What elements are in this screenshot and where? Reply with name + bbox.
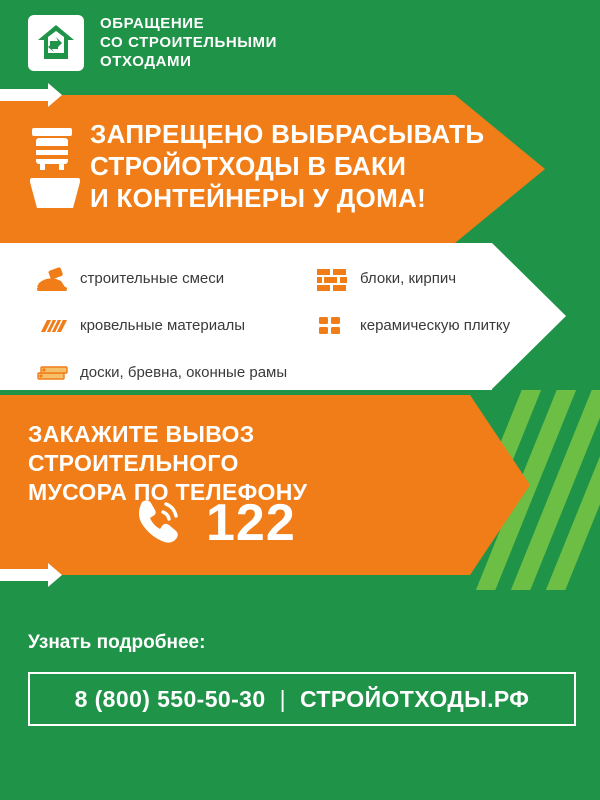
list-item-label: кровельные материалы — [80, 317, 245, 334]
order-banner-arrow — [470, 395, 530, 575]
ban-text-line-3: И КОНТЕЙНЕРЫ У ДОМА! — [90, 183, 427, 213]
list-item-label: керамическую плитку — [360, 317, 511, 334]
contact-text — [75, 686, 530, 713]
ban-icons — [28, 118, 90, 223]
cement-mix-icon — [30, 265, 74, 293]
more-info-label: Узнать подробнее: — [28, 632, 206, 653]
list-item-label: строительные смеси — [80, 270, 225, 287]
header — [0, 0, 277, 71]
items-row-1 — [30, 255, 550, 302]
header-title-line-3: ОТХОДАМИ — [100, 53, 192, 70]
ban-text-line-2: СТРОЙОТХОДЫ В БАКИ — [90, 151, 407, 181]
list-item-label: доски, бревна, оконные рамы — [80, 364, 288, 381]
list-item — [310, 312, 510, 340]
list-item-label: блоки, кирпич — [360, 270, 457, 287]
header-title-line-1: ОБРАЩЕНИЕ — [100, 15, 205, 32]
short-number-row[interactable] — [130, 492, 296, 553]
ban-text — [90, 118, 484, 214]
header-title-line-2: СО СТРОИТЕЛЬНЫМИ — [100, 34, 278, 51]
list-item — [30, 265, 310, 293]
list-item — [30, 312, 310, 340]
brick-wall-icon — [310, 265, 354, 293]
roofing-sheet-icon — [30, 312, 74, 340]
contact-separator: | — [279, 685, 286, 712]
decor-arrow-bottom — [0, 569, 48, 581]
recycle-house-icon — [28, 15, 84, 71]
order-title-line-1: ЗАКАЖИТЕ ВЫВОЗ СТРОИТЕЛЬНОГО — [28, 421, 255, 476]
short-number: 122 — [206, 493, 296, 552]
list-item — [310, 265, 456, 293]
wood-planks-icon — [30, 359, 74, 387]
items-row-3 — [30, 349, 550, 396]
ceramic-tile-icon — [310, 312, 354, 340]
ban-text-line-1: ЗАПРЕЩЕНО ВЫБРАСЫВАТЬ — [90, 119, 485, 149]
list-item — [30, 359, 310, 387]
decor-arrow-top — [0, 89, 48, 101]
phone-ringing-icon — [130, 492, 186, 553]
contact-phone[interactable]: 8 (800) 550-50-30 — [74, 685, 266, 712]
order-title-line-2: МУСОРА ПО ТЕЛЕФОНУ — [28, 479, 308, 505]
items-row-2 — [30, 302, 550, 349]
ban-banner-content — [28, 118, 498, 223]
contact-site[interactable]: СТРОЙОТХОДЫ.РФ — [299, 685, 530, 712]
header-title — [100, 14, 277, 71]
contact-bar[interactable] — [28, 672, 576, 726]
items-list — [30, 255, 550, 396]
